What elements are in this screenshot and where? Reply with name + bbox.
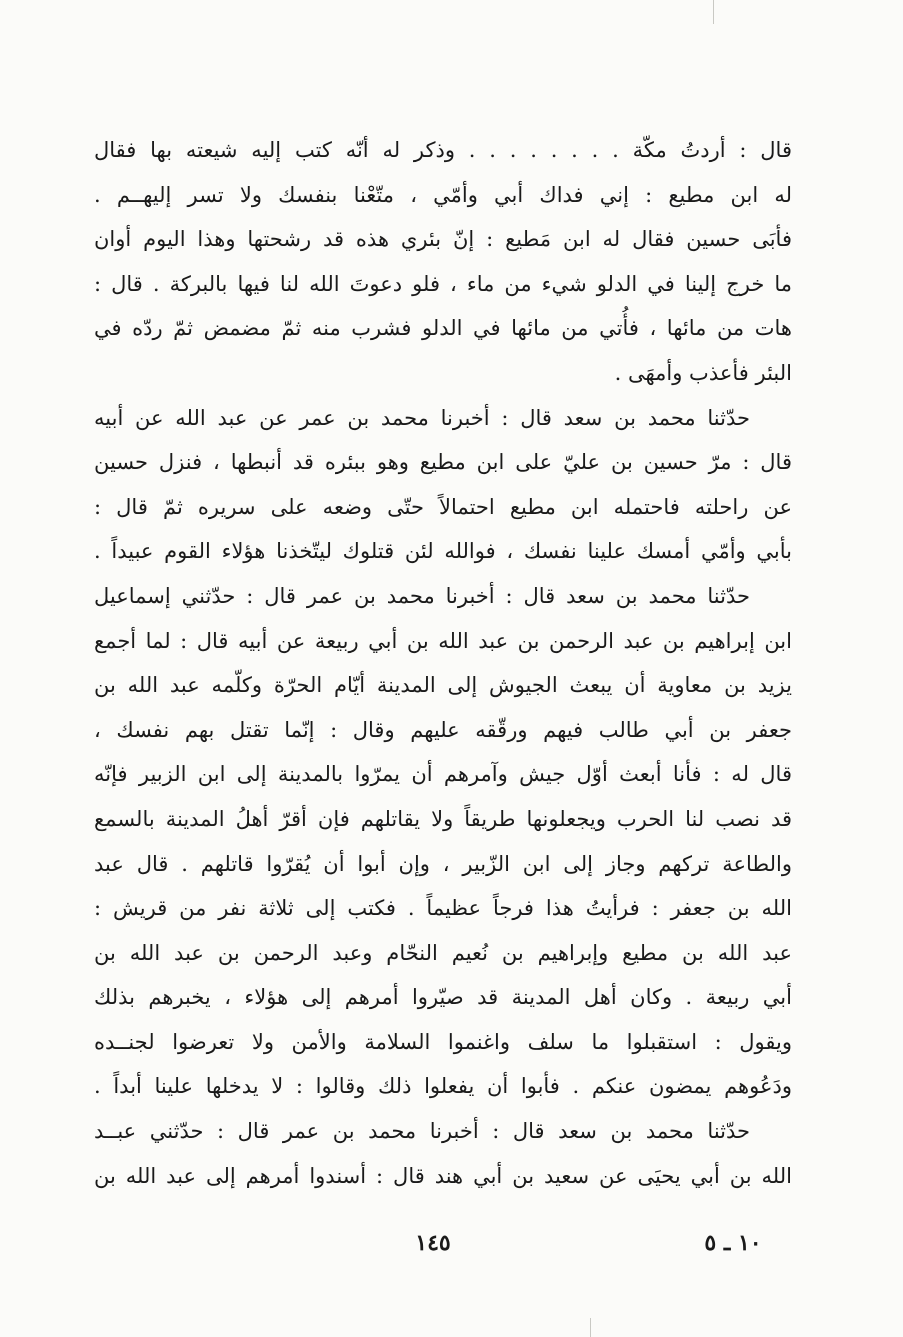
scan-mark bbox=[713, 0, 714, 24]
text-line: قد نصب لنا الحرب ويجعلونها طريقاً ولا يقاتلهم فإن أقرّ أهلُ المدينة بالسمع bbox=[94, 806, 792, 831]
text-line: البئر فأعذب وأمهَى . bbox=[614, 360, 792, 385]
text-line: ما خرج إلينا في الدلو شيء من ماء ، فلو دعوتَ الله لنا فيها بالبركة . قال : bbox=[94, 271, 792, 296]
page-footer bbox=[0, 1230, 903, 1266]
signature-mark: ١٠ ـ ٥ bbox=[704, 1230, 762, 1256]
page-number: ١٤٥ bbox=[415, 1230, 451, 1256]
text-line: حدّثنا محمد بن سعد قال : أخبرنا محمد بن عمر قال : حدّثني إسماعيل bbox=[94, 583, 750, 608]
text-line: أبي ربيعة . وكان أهل المدينة قد صيّروا أمرهم إلى هؤلاء ، يخبرهم بذلك bbox=[94, 985, 792, 1010]
text-line: قال له : فأنا أبعث أوّل جيش وآمرهم أن يمرّوا بالمدينة إلى ابن الزبير فإنّه bbox=[94, 762, 792, 787]
text-line: ودَعُوهم يمضون عنكم . فأبوا أن يفعلوا ذلك وقالوا : لا يدخلها علينا أبداً . bbox=[94, 1074, 792, 1099]
text-line: فأبَى حسين فقال له ابن مَطيع : إنّ بئري هذه قد رشحتها وهذا اليوم أوان bbox=[94, 227, 792, 252]
text-line: الله بن جعفر : فرأيتُ هذا فرجاً عظيماً . فكتب إلى ثلاثة نفر من قريش : bbox=[94, 896, 792, 921]
text-line: عن راحلته فاحتمله ابن مطيع احتمالاً حتّى وضعه على سريره ثمّ قال : bbox=[94, 494, 792, 519]
text-line: عبد الله بن مطيع وإبراهيم بن نُعيم النحّام وعبد الرحمن بن عبد الله بن bbox=[94, 940, 792, 965]
text-line: هات من مائها ، فأُتي من مائها في الدلو فشرب منه ثمّ مضمض ثمّ ردّه في bbox=[94, 316, 792, 341]
text-line: ويقول : استقبلوا ما سلف واغنموا السلامة والأمن ولا تعرضوا لجنــده bbox=[94, 1029, 792, 1054]
scan-mark bbox=[590, 1318, 591, 1337]
text-line: يزيد بن معاوية أن يبعث الجيوش إلى المدينة أيّام الحرّة وكلّمه عبد الله بن bbox=[94, 673, 792, 698]
body-text bbox=[94, 128, 792, 1198]
text-line: والطاعة تركهم وجاز إلى ابن الزّبير ، وإن أبوا أن يُقرّوا قاتلهم . قال عبد bbox=[94, 851, 792, 876]
text-line: ابن إبراهيم بن عبد الرحمن بن عبد الله بن أبي ربيعة عن أبيه قال : لما أجمع bbox=[94, 628, 792, 653]
text-line: حدّثنا محمد بن سعد قال : أخبرنا محمد بن عمر قال : حدّثني عبــد bbox=[94, 1119, 750, 1144]
text-line: حدّثنا محمد بن سعد قال : أخبرنا محمد بن عمر عن عبد الله عن أبيه bbox=[94, 405, 750, 430]
text-line: قال : أردتُ مكّة . . . . . . . . وذكر له أنّه كتب إليه شيعته بها فقال bbox=[94, 138, 792, 162]
text-line: له ابن مطيع : إني فداك أبي وأمّي ، متّعْنا بنفسك ولا تسر إليهــم . bbox=[94, 182, 792, 207]
text-line: بأبي وأمّي أمسك علينا نفسك ، فوالله لئن قتلوك ليتّخذنا هؤلاء القوم عبيداً . bbox=[94, 539, 792, 564]
text-line: قال : مرّ حسين بن عليّ على ابن مطيع وهو ببئره قد أنبطها ، فنزل حسين bbox=[94, 450, 792, 475]
text-line: جعفر بن أبي طالب فيهم ورقّقه عليهم وقال : إنّما تقتل بهم نفسك ، bbox=[94, 717, 792, 742]
text-line: الله بن أبي يحيَى عن سعيد بن أبي هند قال : أسندوا أمرهم إلى عبد الله بن bbox=[94, 1163, 792, 1188]
